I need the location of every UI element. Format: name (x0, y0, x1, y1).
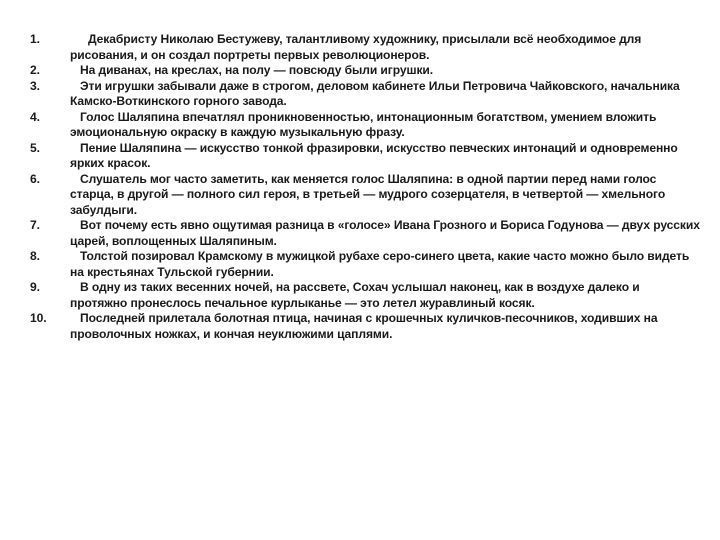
item-number: 10. (30, 311, 47, 325)
list-item (30, 218, 700, 249)
item-number: 7. (30, 218, 40, 232)
item-text: Голос Шаляпина впечатлял проникновенностью, интонационным богатством, умением вложить эмоциональную окраску в каждую музыкальную фразу. (70, 109, 657, 139)
sentence-list (30, 32, 700, 342)
item-number: 2. (30, 63, 40, 77)
list-item (30, 311, 700, 342)
item-number: 5. (30, 140, 40, 155)
item-text: Вот почему есть явно ощутимая разница в «голосе» Ивана Грозного и Бориса Годунова — двух русских царей, воплощенных Шаляпиным. (70, 218, 700, 248)
item-text: Последней прилетала болотная птица, начиная с крошечных куличков-песочников, ходивших на проволочных ножках, и кончая неуклюжими цаплями. (70, 311, 658, 341)
item-text: Эти игрушки забывали даже в строгом, деловом кабинете Ильи Петровича Чайковского, начальника Камско-Воткинского горного завода. (70, 78, 680, 108)
item-text: На диванах, на креслах, на полу — повсюду были игрушки. (80, 63, 433, 77)
list-item (30, 249, 700, 280)
item-number: 8. (30, 249, 40, 263)
list-item (30, 110, 700, 141)
item-text: Слушатель мог часто заметить, как меняется голос Шаляпина: в одной партии перед нами голос старца, в другой — полного сил героя, в третьей — мудрого созерцателя, в четвертой — хмельного забулдыги. (70, 171, 666, 217)
list-item (30, 79, 700, 110)
list-item (30, 63, 700, 79)
item-text: Пение Шаляпина — искусство тонкой фразировки, искусство певческих интонаций и одновременно ярких красок. (70, 140, 678, 170)
list-item (30, 141, 700, 172)
item-number: 6. (30, 171, 40, 186)
item-text: В одну из таких весенних ночей, на рассвете, Сохач услышал наконец, как в воздухе далеко и протяжно пронеслось печальное курлыканье — это летел журавлиный косяк. (70, 280, 640, 310)
item-number: 9. (30, 280, 40, 294)
list-item (30, 172, 700, 219)
item-text: Толстой позировал Крамскому в мужицкой рубахе серо-синего цвета, какие часто можно было видеть на крестьянах Тульской губернии. (70, 249, 690, 279)
item-number: 3. (30, 78, 40, 93)
list-item (30, 280, 700, 311)
item-number: 4. (30, 109, 40, 124)
item-number: 1. (30, 32, 40, 46)
item-text: Декабристу Николаю Бестужеву, талантливому художнику, присылали всё необходимое для рисования, и он создал портреты первых революционеров. (70, 32, 642, 62)
list-item (30, 32, 700, 63)
